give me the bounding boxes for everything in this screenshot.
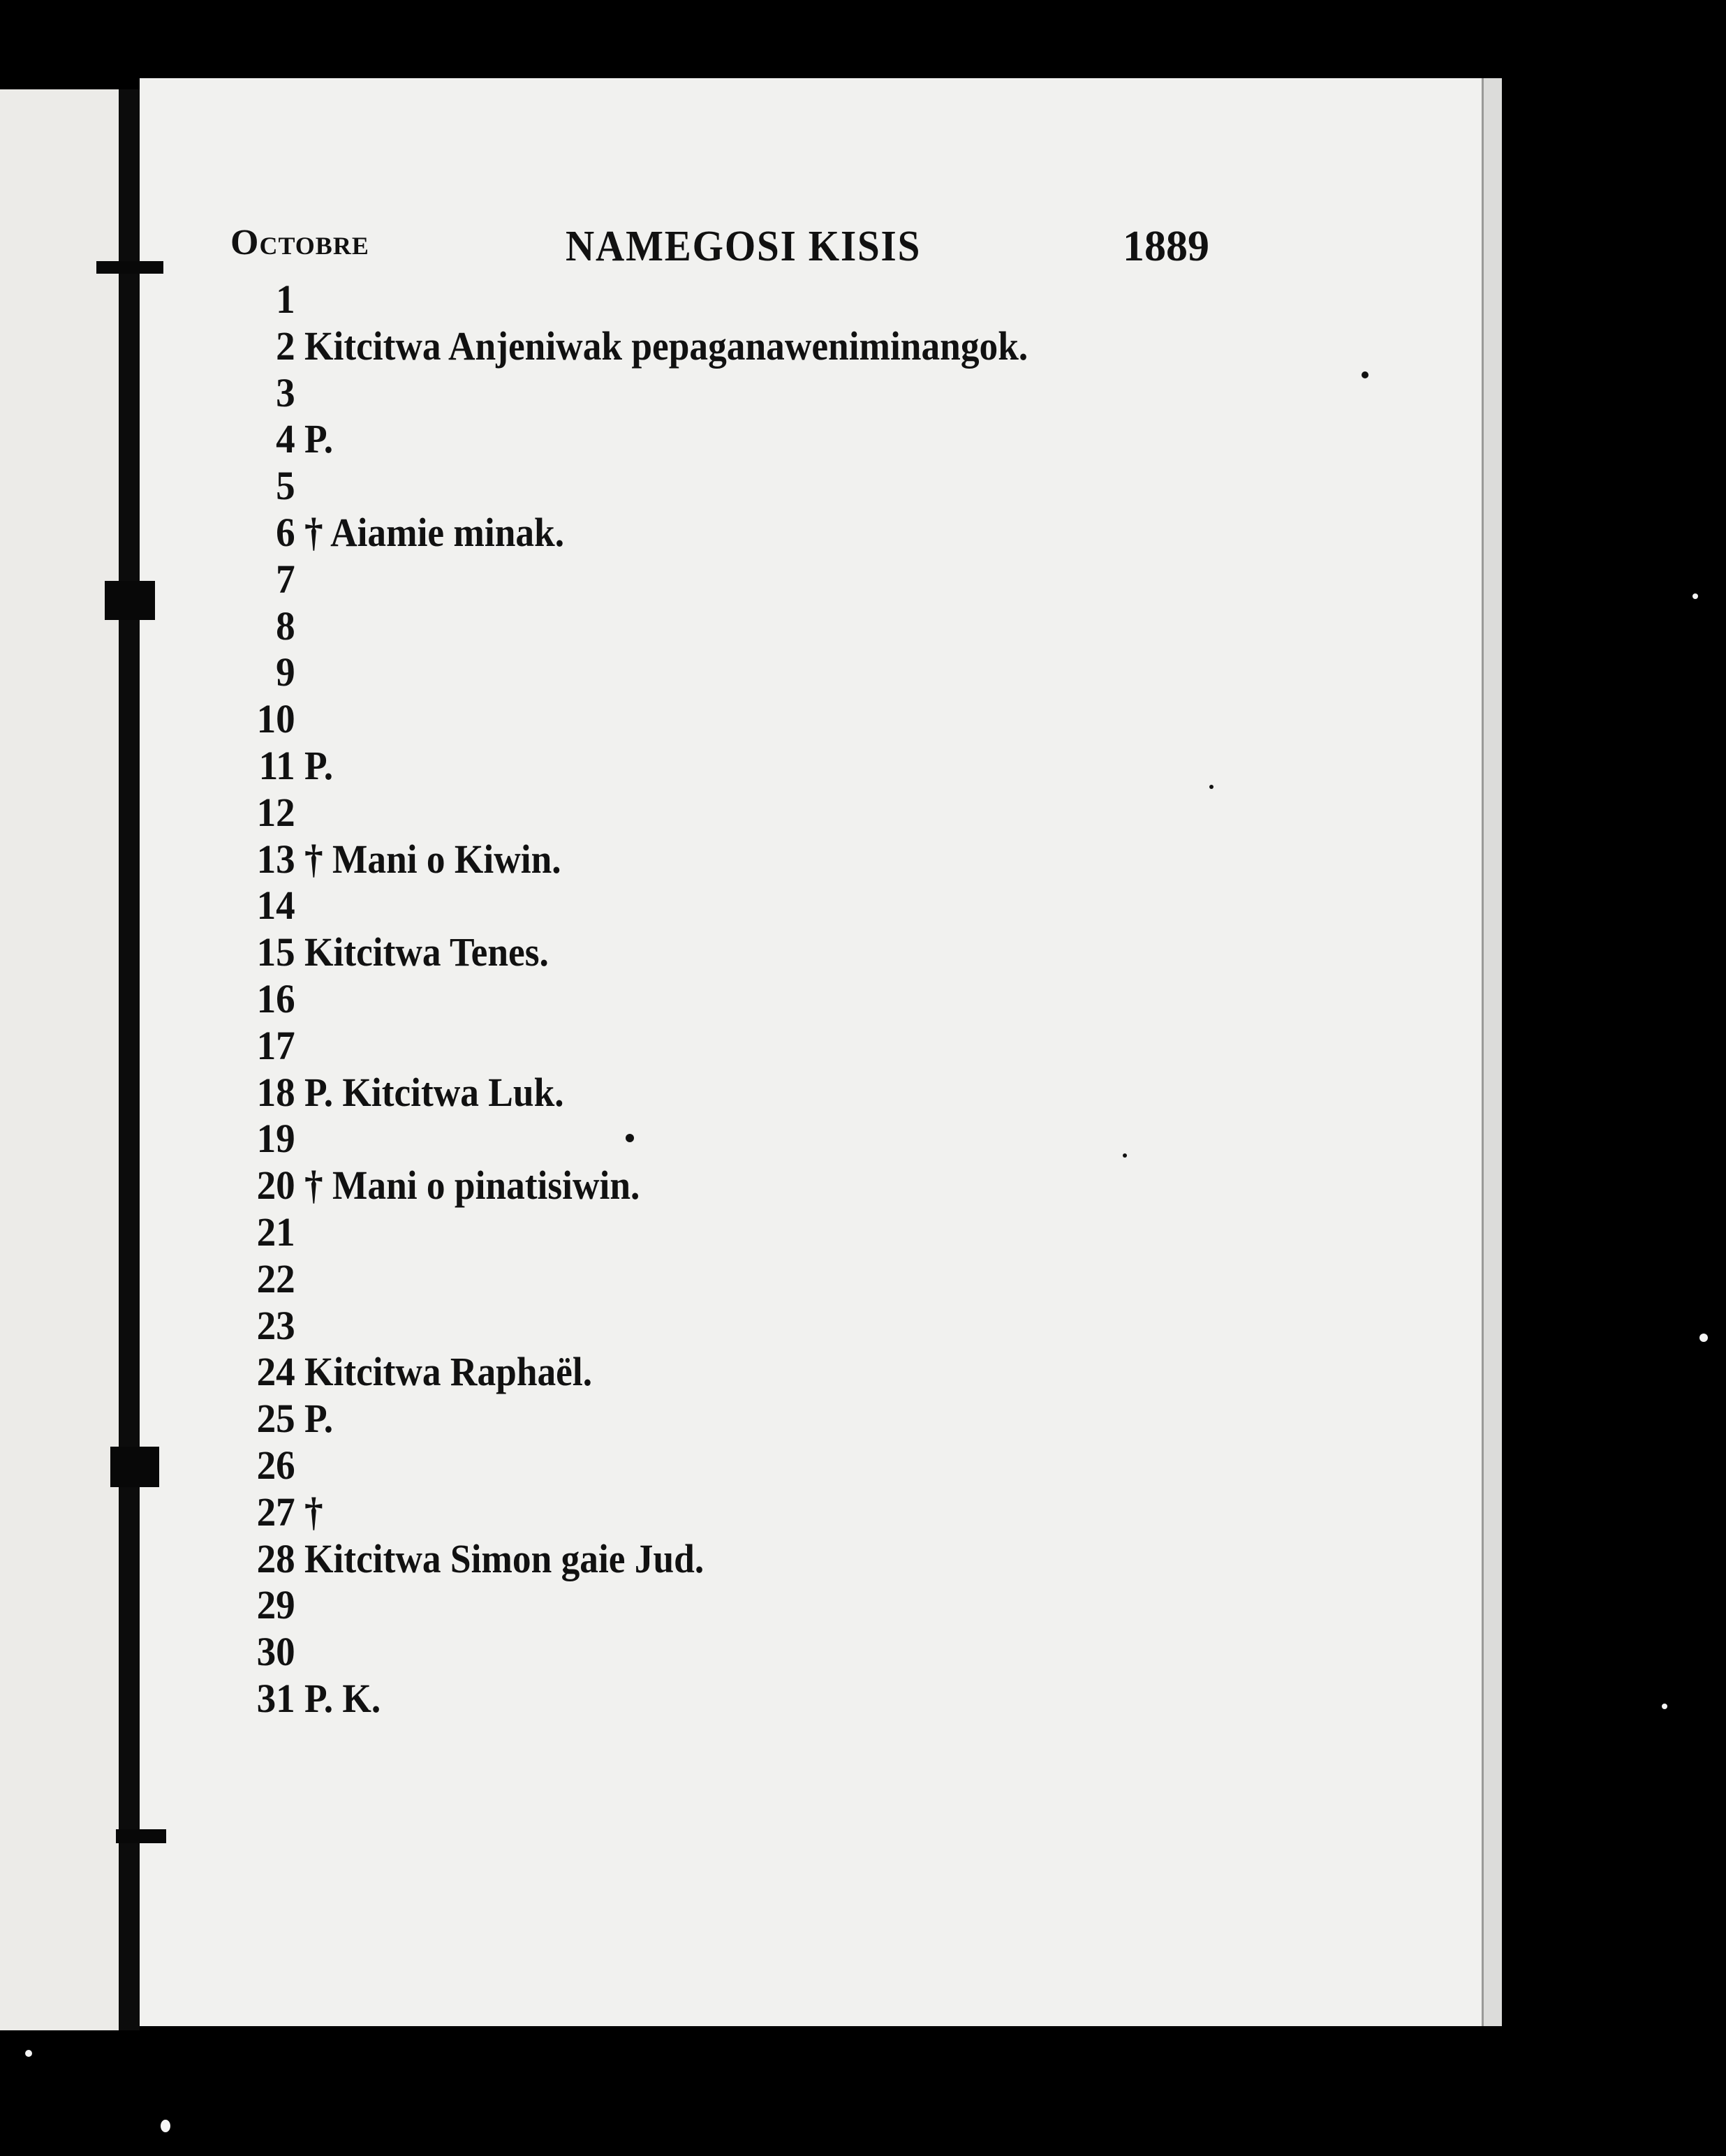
- calendar-day-row: [230, 276, 1243, 323]
- binding-stitch: [105, 581, 155, 620]
- calendar-day-row: [230, 323, 1243, 370]
- day-number: 20: [256, 1162, 295, 1209]
- calendar-day-row: [230, 1256, 1243, 1303]
- day-number: 23: [256, 1302, 295, 1348]
- calendar-day-row: [230, 1162, 1243, 1209]
- facing-page-edge: [0, 89, 127, 2030]
- day-number: 17: [256, 1022, 295, 1068]
- day-entry: Kitcitwa Raphaël.: [304, 1349, 593, 1395]
- calendar-day-row: [230, 1116, 1243, 1162]
- calendar-day-row: [230, 1536, 1243, 1583]
- day-number: 28: [256, 1535, 295, 1581]
- day-number: 2: [276, 323, 295, 369]
- calendar-day-row: [230, 1629, 1243, 1676]
- dust-speck: [1692, 593, 1698, 599]
- calendar-day-row: [230, 790, 1243, 836]
- month-label: Octobre: [230, 223, 369, 263]
- dust-speck: [161, 2120, 170, 2132]
- calendar-day-row: [230, 1489, 1243, 1536]
- day-number: 9: [276, 649, 295, 695]
- day-entry: Kitcitwa Simon gaie Jud.: [304, 1535, 705, 1581]
- day-number: 5: [276, 463, 295, 509]
- day-number: 19: [256, 1116, 295, 1162]
- day-number: 8: [276, 603, 295, 649]
- day-number: 22: [256, 1255, 295, 1301]
- day-entry: P.: [304, 1396, 334, 1442]
- day-number: 11: [258, 742, 295, 788]
- day-entry: Kitcitwa Anjeniwak pepaganaweniminangok.: [304, 323, 1028, 369]
- day-entry: P. K.: [304, 1675, 381, 1721]
- ink-speck: [626, 1134, 634, 1142]
- calendar-day-row: [230, 1582, 1243, 1629]
- calendar-day-row: [230, 976, 1243, 1023]
- day-number: 26: [256, 1442, 295, 1488]
- day-number: 13: [256, 836, 295, 882]
- calendar-day-row: [230, 649, 1243, 696]
- day-number: 27: [256, 1489, 295, 1535]
- calendar-day-row: [230, 1349, 1243, 1396]
- calendar-day-row: [230, 510, 1243, 556]
- calendar-day-row: [230, 696, 1243, 743]
- day-number: 15: [256, 929, 295, 975]
- calendar-day-row: [230, 1209, 1243, 1256]
- day-entry: P.: [304, 742, 334, 788]
- calendar-day-row: [230, 1070, 1243, 1116]
- day-number: 6: [276, 509, 295, 555]
- page-header: [230, 222, 1215, 271]
- day-number: 10: [256, 696, 295, 742]
- dust-speck: [1699, 1334, 1708, 1342]
- page-title: NAMEGOSI KISIS: [566, 223, 922, 270]
- ink-speck: [1123, 1153, 1127, 1158]
- day-number: 25: [256, 1396, 295, 1442]
- binding-stitch: [116, 1829, 166, 1843]
- calendar-day-row: [230, 1023, 1243, 1070]
- day-number: 4: [276, 416, 295, 462]
- day-entry: † Mani o pinatisiwin.: [304, 1162, 640, 1209]
- calendar-day-row: [230, 883, 1243, 929]
- calendar-day-row: [230, 1442, 1243, 1489]
- day-number: 16: [256, 975, 295, 1021]
- calendar-day-row: [230, 370, 1243, 417]
- day-entry: † Aiamie minak.: [304, 509, 565, 555]
- binding-stitch: [110, 1447, 159, 1487]
- day-entry: P.: [304, 416, 334, 462]
- day-number: 7: [276, 556, 295, 602]
- day-number: 14: [256, 883, 295, 929]
- calendar-day-row: [230, 743, 1243, 790]
- binding-spine: [119, 89, 140, 2030]
- day-number: 21: [256, 1209, 295, 1255]
- calendar-day-row: [230, 416, 1243, 463]
- day-entry: † Mani o Kiwin.: [304, 836, 561, 882]
- day-number: 29: [256, 1582, 295, 1628]
- day-number: 1: [276, 276, 295, 322]
- binding-stitch: [96, 261, 163, 274]
- calendar-day-row: [230, 556, 1243, 603]
- calendar-day-row: [230, 1676, 1243, 1722]
- day-number: 24: [256, 1349, 295, 1395]
- day-number: 18: [256, 1069, 295, 1115]
- day-number: 12: [256, 789, 295, 835]
- day-number: 3: [276, 369, 295, 415]
- day-entry: †: [304, 1489, 323, 1535]
- calendar-day-list: [230, 276, 1243, 1722]
- dust-speck: [25, 2050, 32, 2057]
- calendar-day-row: [230, 463, 1243, 510]
- calendar-day-row: [230, 1396, 1243, 1442]
- dust-speck: [1662, 1704, 1667, 1709]
- calendar-day-row: [230, 603, 1243, 650]
- ink-speck: [1362, 371, 1369, 378]
- day-number: 31: [256, 1675, 295, 1721]
- page-edge-shadow: [1482, 78, 1502, 2026]
- day-entry: Kitcitwa Tenes.: [304, 929, 549, 975]
- calendar-day-row: [230, 1303, 1243, 1350]
- day-entry: P. Kitcitwa Luk.: [304, 1069, 564, 1115]
- day-number: 30: [256, 1629, 295, 1675]
- year-label: 1889: [1123, 223, 1209, 270]
- ink-speck: [1209, 785, 1214, 789]
- calendar-day-row: [230, 836, 1243, 883]
- calendar-day-row: [230, 929, 1243, 976]
